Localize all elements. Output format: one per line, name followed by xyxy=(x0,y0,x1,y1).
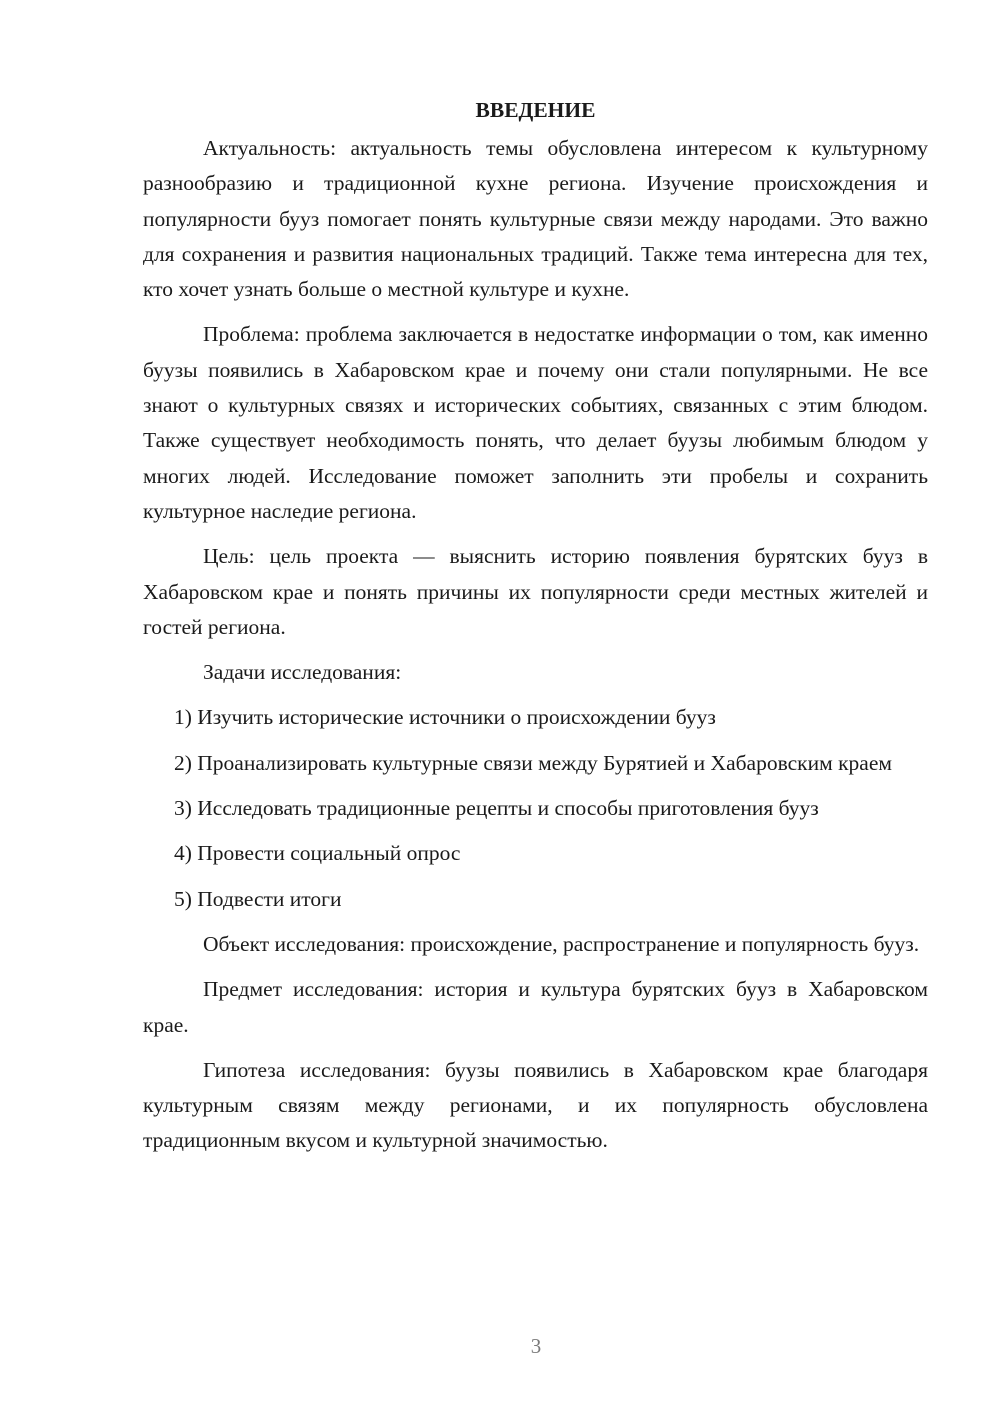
task-item-2: 2) Проанализировать культурные связи между Бурятией и Хабаровским краем xyxy=(174,750,892,775)
paragraph-problem: Проблема: проблема заключается в недостатке информации о том, как именно буузы появились в Хабаровском крае и почему они стали популярными. Не все знают о культурных связях и исторических событиях, связанных с этим блюдом. Также существует необходимость понять, что делает буузы любимым блюдом у многих людей. Исследование поможет заполнить эти пробелы и сохранить культурное наследие региона. xyxy=(143,322,928,523)
page-content xyxy=(143,92,928,1169)
tasks-title: Задачи исследования: xyxy=(203,660,402,685)
page-number: 3 xyxy=(530,1334,542,1358)
paragraph-relevance: Актуальность: актуальность темы обусловлена интересом к культурному разнообразию и традиционной кухне региона. Изучение происхождения и популярности бууз помогает понять культурные связи между народами. Это важно для сохранения и развития национальных традиций. Также тема интересна для тех, кто хочет узнать больше о местной культуре и кухне. xyxy=(143,136,928,302)
task-item-1: 1) Изучить исторические источники о происхождении бууз xyxy=(174,705,716,730)
task-item-4: 4) Провести социальный опрос xyxy=(174,841,461,866)
section-heading: ВВЕДЕНИЕ xyxy=(475,98,596,122)
paragraph-goal: Цель: цель проекта — выяснить историю появления бурятских бууз в Хабаровском крае и понять причины их популярности среди местных жителей и гостей региона. xyxy=(143,544,928,639)
paragraph-hypothesis: Гипотеза исследования: буузы появились в Хабаровском крае благодаря культурным связям между регионами, и их популярность обусловлена традиционным вкусом и культурной значимостью. xyxy=(143,1057,928,1153)
paragraph-subject: Предмет исследования: история и культура бурятских бууз в Хабаровском крае. xyxy=(143,977,928,1037)
task-item-5: 5) Подвести итоги xyxy=(174,886,342,911)
task-item-3: 3) Исследовать традиционные рецепты и способы приготовления бууз xyxy=(174,796,819,821)
paragraph-object: Объект исследования: происхождение, распространение и популярность бууз. xyxy=(203,931,920,956)
